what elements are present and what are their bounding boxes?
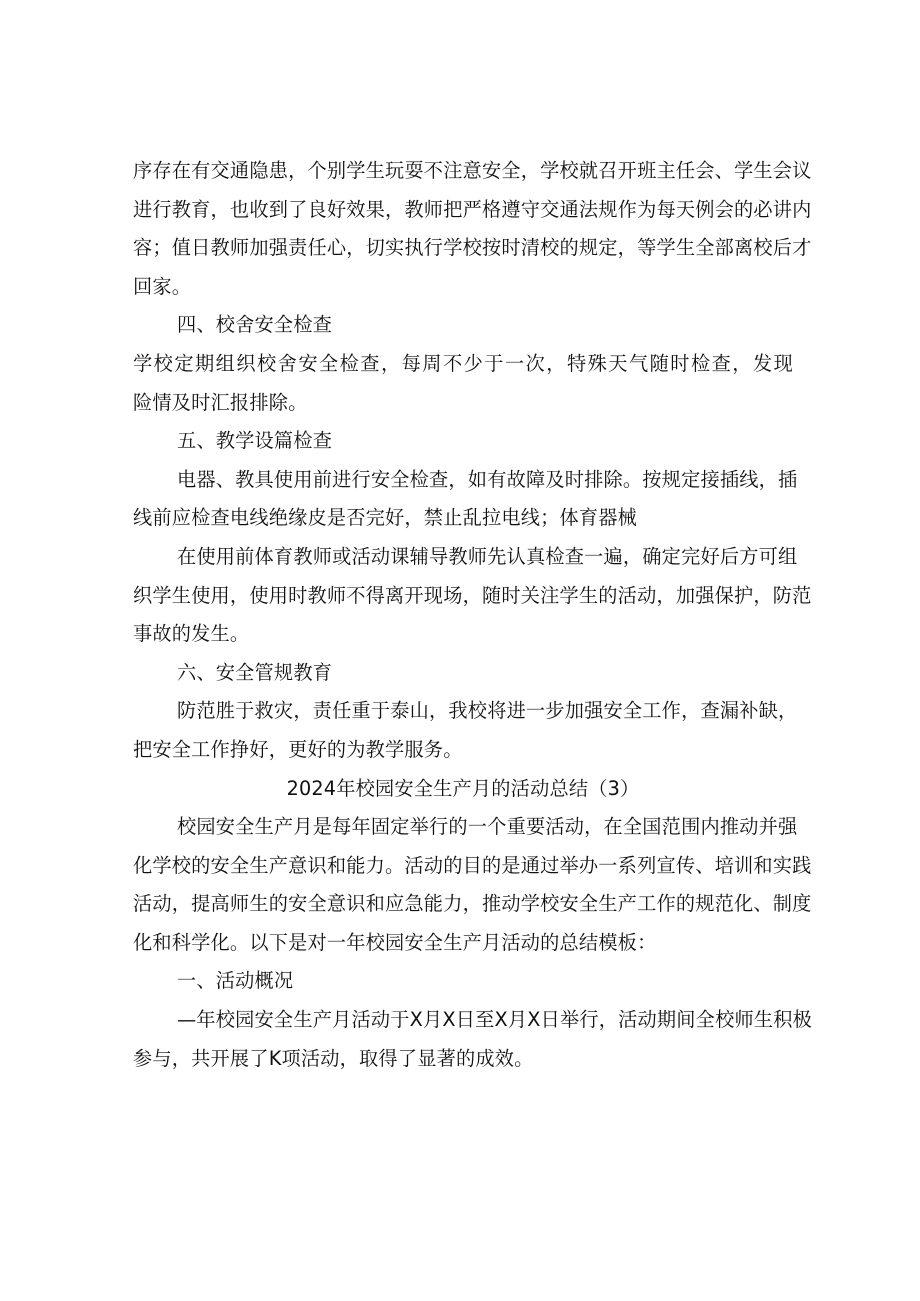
heading-text: 五、教学设篇检查 — [177, 429, 333, 453]
text-line: 线前应检查电线绝缘皮是否完好，禁止乱拉电线；体育器械 — [133, 506, 638, 530]
paragraph-safety-education — [133, 692, 798, 769]
paragraph-equipment-check — [133, 461, 798, 538]
text-line: 参与，共开展了K项活动，取得了显著的成效。 — [133, 1046, 534, 1070]
section-heading-4 — [133, 306, 793, 345]
section-heading-5 — [133, 422, 793, 461]
text-line: 序存在有交通隐患，个别学生玩耍不注意安全，学校就召开班主任会、学生会议 — [133, 159, 812, 182]
text-line: 化和科学化。以下是对一年校园安全生产月活动的总结模板： — [133, 930, 657, 954]
text-line: 活动，提高师生的安全意识和应急能力，推动学校安全生产工作的规范化、制度 — [133, 892, 812, 916]
text-line: 险情及时汇报排除。 — [133, 390, 308, 414]
title-text: 2024年校园安全生产月的活动总结（3） — [286, 776, 640, 800]
paragraph-building-inspection — [133, 345, 793, 422]
text-line: 学校定期组织校舍安全检查，每周不少于一次，特殊天气随时检查，发现 — [133, 351, 793, 375]
text-line: 事故的发生。 — [133, 622, 250, 646]
text-line: 电器、教具使用前进行安全检查，如有故障及时排除。按规定接插线，插 — [177, 467, 798, 491]
heading-text: 一、活动概况 — [177, 969, 294, 993]
paragraph-traffic-safety — [133, 152, 812, 306]
text-line: 防范胜于救灾，责任重于泰山，我校将进一步加强安全工作，查漏补缺， — [177, 699, 798, 723]
paragraph-sports-equipment — [133, 538, 812, 654]
text-line: 化学校的安全生产意识和能力。活动的目的是通过举办一系列宣传、培训和实践 — [133, 853, 812, 877]
section-heading-1 — [133, 962, 793, 1001]
text-line: 把安全工作挣好，更好的为教学服务。 — [133, 737, 463, 761]
text-line: —年校园安全生产月活动于X月X日至X月X日举行，活动期间全校师生积极 — [177, 1008, 813, 1032]
document-title — [133, 770, 793, 809]
text-line: 回家。 — [133, 274, 192, 298]
section-heading-6 — [133, 654, 793, 693]
paragraph-intro — [133, 808, 812, 962]
text-line: 校园安全生产月是每年固定举行的一个重要活动，在全国范围内推动并强 — [177, 815, 798, 839]
document-body — [133, 152, 813, 1078]
text-line: 在使用前体育教师或活动课辅导教师先认真检查一遍，确定完好后方可组 — [177, 544, 798, 568]
heading-text: 四、校舍安全检查 — [177, 313, 333, 337]
text-line: 容；值日教师加强责任心，切实执行学校按时清校的规定，等学生全部离校后才 — [133, 236, 812, 260]
text-line: 进行教育，也收到了良好效果，教师把严格遵守交通法规作为每天例会的必讲内 — [133, 197, 812, 221]
text-line: 织学生使用，使用时教师不得离开现场，随时关注学生的活动，加强保护，防范 — [133, 583, 812, 607]
paragraph-activity-overview — [133, 1001, 813, 1078]
heading-text: 六、安全管规教育 — [177, 660, 333, 684]
